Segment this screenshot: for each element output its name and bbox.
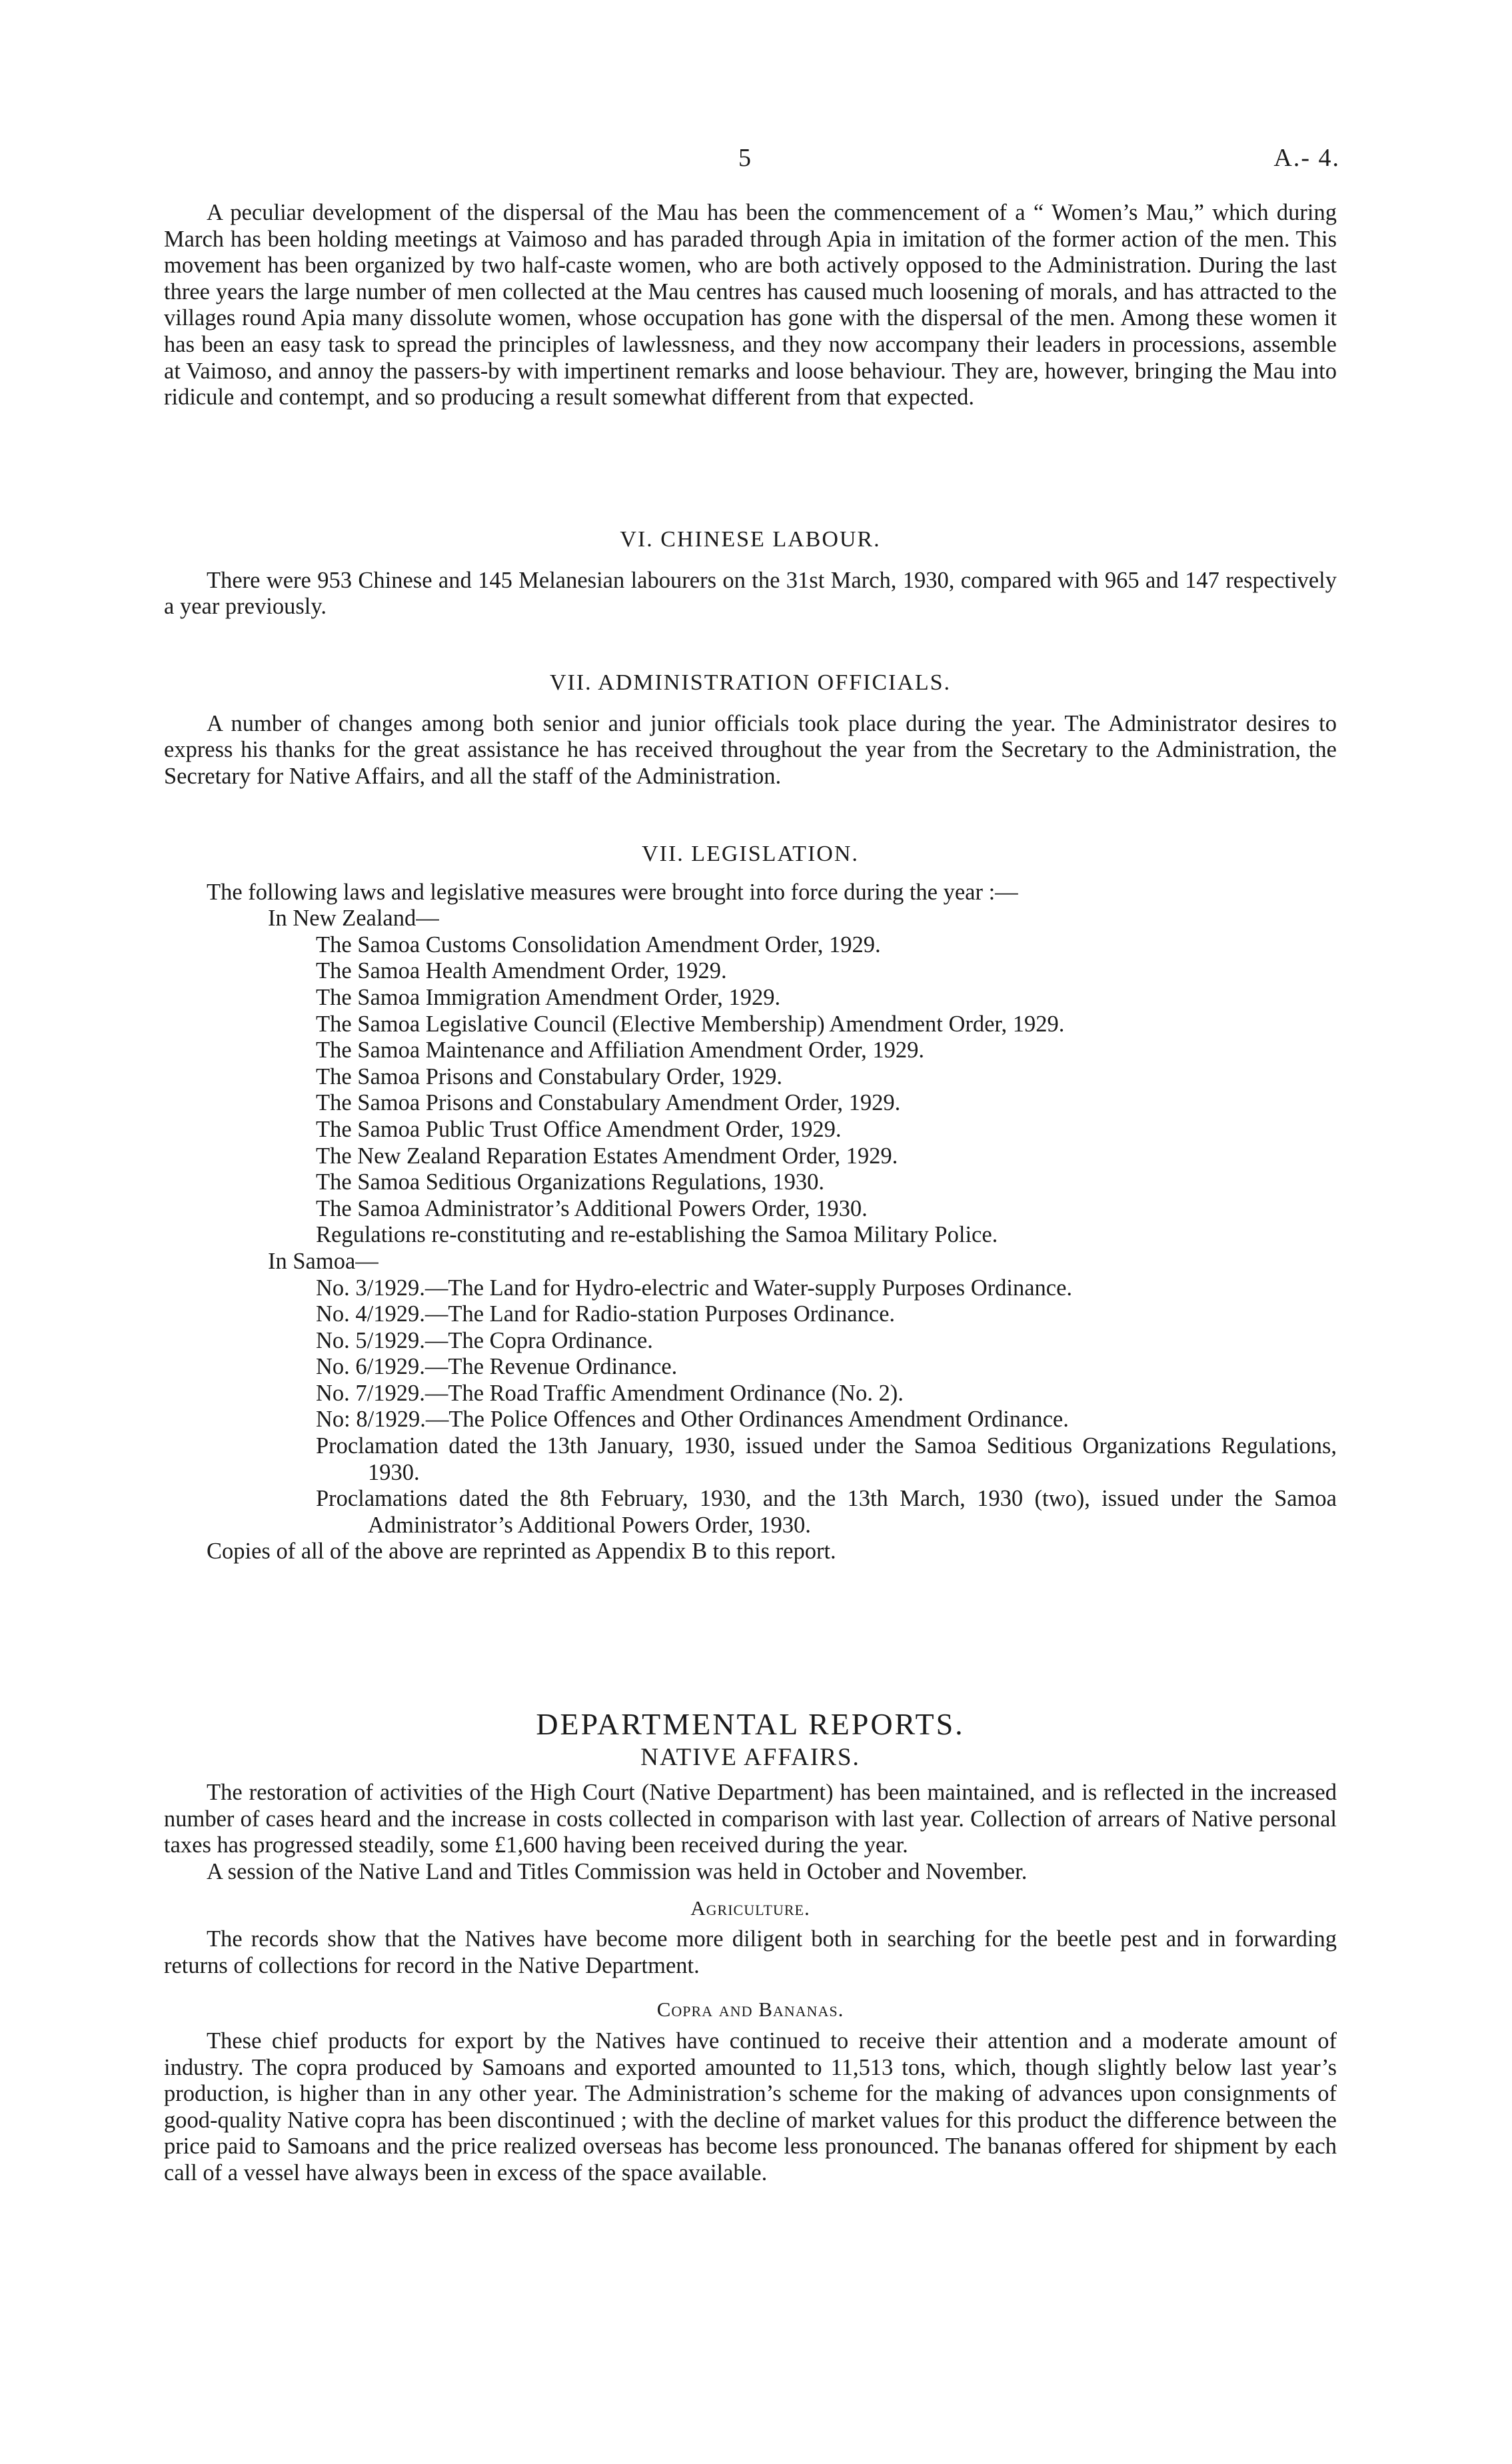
- mau-paragraph: A peculiar development of the dispersal of the Mau has been the commencement of a “ Women’s Mau,” which during March has been holding meetings at Vaimoso and has paraded through Apia in imitation of the former action of the men. This movement has been organized by two half-caste women, who are both actively opposed to the Administration. During the last three years the large number of men collected at the Mau centres has caused much loosening of morals, and has attracted to the villages round Apia many dissolute women, whose occupation has gone with the dispersal of the men. Among these women it has been an easy task to spread the principles of lawlessness, and they now accompany their leaders in processions, assemble at Vaimoso, and annoy the passers-by with impertinent remarks and loose behaviour. They are, however, bringing the Mau into ridicule and contempt, and so producing a result somewhat different from that expected.: [164, 200, 1337, 410]
- officials-section: [164, 670, 1337, 790]
- samoa-item: No. 5/1929.—The Copra Ordinance.: [316, 1327, 653, 1353]
- officials-text: A number of changes among both senior and junior officials took place during the year. The Administrator desires to express his thanks for the great assistance he has received throughout the year from the Secretary to the Administration, the Secretary for Native Affairs, and all the staff of the Administration.: [164, 710, 1337, 789]
- nz-item: The Samoa Customs Consolidation Amendment Order, 1929.: [316, 931, 881, 957]
- mau-section: [164, 200, 1337, 411]
- chinese-labour-text: There were 953 Chinese and 145 Melanesian labourers on the 31st March, 1930, compared with 965 and 147 respectively a year previously.: [164, 567, 1337, 620]
- native-affairs-heading: NATIVE AFFAIRS.: [640, 1743, 860, 1771]
- samoa-item: No. 3/1929.—The Land for Hydro-electric and Water-supply Purposes Ordinance.: [316, 1275, 1073, 1301]
- legislation-heading: VII. LEGISLATION.: [642, 842, 859, 866]
- copra-paragraph: These chief products for export by the Natives have continued to receive their attention and a moderate amount of industry. The copra produced by Samoans and exported amounted to 11,513 tons, which, though slightly below last year’s production, is higher than in any other year. The Administration’s scheme for the making of advances upon consignments of good-quality Native copra has been discontinued ; with the decline of market values for this product the difference between the price paid to Samoans and the price realized overseas has become less pronounced. The bananas offered for shipment by each call of a vessel have always been in excess of the space available.: [164, 2028, 1337, 2185]
- legislation-closing: Copies of all of the above are reprinted as Appendix B to this report.: [207, 1539, 836, 1564]
- departmental-heading: DEPARTMENTAL REPORTS.: [536, 1707, 965, 1741]
- proclamation-2: Proclamations dated the 8th February, 1930, and the 13th March, 1930 (two), issued under the Samoa Administrator’s Additional Powers Order, 1930.: [316, 1486, 1337, 1538]
- samoa-item: No. 6/1929.—The Revenue Ordinance.: [316, 1354, 678, 1380]
- nz-item: The New Zealand Reparation Estates Amendment Order, 1929.: [316, 1143, 898, 1169]
- chinese-labour-heading: VI. CHINESE LABOUR.: [620, 527, 881, 552]
- nz-item: The Samoa Maintenance and Affiliation Amendment Order, 1929.: [316, 1037, 924, 1063]
- nz-item: The Samoa Immigration Amendment Order, 1929.: [316, 984, 781, 1010]
- nz-item: Regulations re-constituting and re-establishing the Samoa Military Police.: [316, 1222, 998, 1248]
- document-reference: A.- 4.: [1273, 144, 1340, 172]
- nz-item: The Samoa Health Amendment Order, 1929.: [316, 958, 727, 984]
- legislation-intro: The following laws and legislative measures were brought into force during the year :—: [207, 879, 1018, 905]
- nz-item: The Samoa Seditious Organizations Regulations, 1930.: [316, 1169, 825, 1195]
- agriculture-paragraph: The records show that the Natives have become more diligent both in searching for the beetle pest and in forwarding returns of collections for record in the Native Department.: [164, 1926, 1337, 1978]
- samoa-item: No. 4/1929.—The Land for Radio-station Purposes Ordinance.: [316, 1301, 896, 1327]
- legislation-section: [164, 841, 1337, 1565]
- samoa-label: In Samoa—: [268, 1248, 378, 1274]
- officials-heading: VII. ADMINISTRATION OFFICIALS.: [549, 670, 952, 695]
- samoa-item: No. 7/1929.—The Road Traffic Amendment Ordinance (No. 2).: [316, 1380, 904, 1406]
- nz-label: In New Zealand—: [268, 906, 439, 931]
- nz-item: The Samoa Prisons and Constabulary Order, 1929.: [316, 1063, 783, 1089]
- native-affairs-paragraph: The restoration of activities of the High Court (Native Department) has been maintained, and is reflected in the increased number of cases heard and the increase in costs collected in comparison with last year. Collection of arrears of Native personal taxes has progressed steadily, some £1,600 having been received during the year.: [164, 1780, 1337, 1858]
- chinese-labour-section: [164, 526, 1337, 620]
- samoa-item: No: 8/1929.—The Police Offences and Other Ordinances Amendment Ordinance.: [316, 1407, 1069, 1433]
- nz-item: The Samoa Administrator’s Additional Powers Order, 1930.: [316, 1195, 868, 1221]
- departmental-section: [164, 1707, 1337, 2187]
- agriculture-heading: Agriculture.: [690, 1896, 810, 1920]
- nz-item: The Samoa Public Trust Office Amendment Order, 1929.: [316, 1116, 842, 1142]
- proclamation-1: Proclamation dated the 13th January, 1930, issued under the Samoa Seditious Organizations Regulations, 1930.: [316, 1433, 1337, 1485]
- land-titles-paragraph: A session of the Native Land and Titles Commission was held in October and November.: [207, 1858, 1028, 1884]
- page-number: 5: [738, 144, 751, 172]
- nz-item: The Samoa Legislative Council (Elective Membership) Amendment Order, 1929.: [316, 1011, 1065, 1037]
- nz-item: The Samoa Prisons and Constabulary Amendment Order, 1929.: [316, 1090, 901, 1116]
- copra-heading: Copra and Bananas.: [656, 1998, 844, 2022]
